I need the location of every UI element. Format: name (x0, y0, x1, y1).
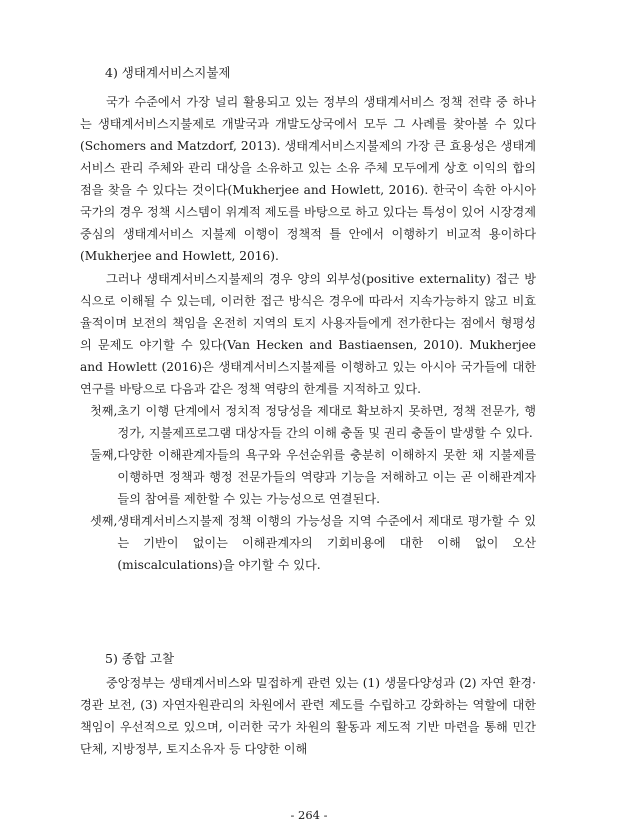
section-4-body-continued (80, 268, 536, 576)
list-item (80, 510, 536, 576)
section-5-heading: 5) 종합 고찰 (105, 651, 175, 666)
section-5-body (80, 672, 536, 760)
section-4-heading: 4) 생태계서비스지불제 (105, 65, 231, 80)
paragraph: 중앙정부는 생태계서비스와 밀접하게 관련 있는 (1) 생물다양성과 (2) 자연 환경·경관 보전, (3) 자연자원관리의 차원에서 관련 제도를 수립하고 강화하는 역할에 대한 책임이 우선적으로 있으며, 이러한 국가 차원의 활동과 제도적 기반 마련을 통해 민간단체, 지방정부, 토지소유자 등 다양한 이해 (80, 676, 536, 756)
list-marker: 첫째, (90, 404, 118, 418)
list-marker: 셋째, (90, 514, 118, 528)
paragraph: 그러나 생태계서비스지불제의 경우 양의 외부성(positive externality) 접근 방식으로 이해될 수 있는데, 이러한 접근 방식은 경우에 따라서 지속가능하지 않고 비효율적이며 보전의 책임을 온전히 지역의 토지 사용자들에게 전가한다는 점에서 형평성의 문제도 야기할 수 있다(Van Hecken and Bastiaensen, 2010). Mukherjee and Howlett (2016)은 생태계서비스지불제를 이행하고 있는 아시아 국가들에 대한 연구를 바탕으로 다음과 같은 정책 역량의 한계를 지적하고 있다. (80, 272, 536, 396)
list-item-text: 다양한 이해관계자들의 욕구와 우선순위를 충분히 이해하지 못한 채 지불제를 이행하면 정책과 행정 전문가들의 역량과 기능을 저해하고 이는 곧 이해관계자들의 참여를 제한할 수 있는 가능성으로 연결된다. (117, 448, 536, 506)
paragraph: 국가 수준에서 가장 널리 활용되고 있는 정부의 생태계서비스 정책 전략 중 하나는 생태계서비스지불제로 개발국과 개발도상국에서 모두 그 사례를 찾아볼 수 있다(Schomers and Matzdorf, 2013). 생태계서비스지불제의 가장 큰 효용성은 생태계서비스 관리 주체와 관리 대상을 소유하고 있는 소유 주체 모두에게 상호 이익의 합의점을 찾을 수 있다는 것이다(Mukherjee and Howlett, 2016). 한국이 속한 아시아 국가의 경우 정책 시스템이 위계적 제도를 바탕으로 하고 있다는 특성이 있어 시장경제중심의 생태계서비스 지불제 이행이 정책적 틀 안에서 이행하기 비교적 용이하다(Mukherjee and Howlett, 2016). (80, 95, 536, 263)
list-item (80, 400, 536, 444)
list-item (80, 444, 536, 510)
list-item-text: 생태계서비스지불제 정책 이행의 가능성을 지역 수준에서 제대로 평가할 수 있는 기반이 없이는 이해관계자의 기회비용에 대한 이해 없이 오산(miscalculations)을 야기할 수 있다. (117, 514, 536, 572)
section-4-body (80, 91, 536, 267)
limitations-list (80, 400, 536, 576)
page-number: - 264 - (290, 808, 328, 822)
list-marker: 둘째, (90, 448, 118, 462)
list-item-text: 초기 이행 단계에서 정치적 정당성을 제대로 확보하지 못하면, 정책 전문가, 행정가, 지불제프로그램 대상자들 간의 이해 충돌 및 권리 충돌이 발생할 수 있다. (117, 404, 536, 440)
